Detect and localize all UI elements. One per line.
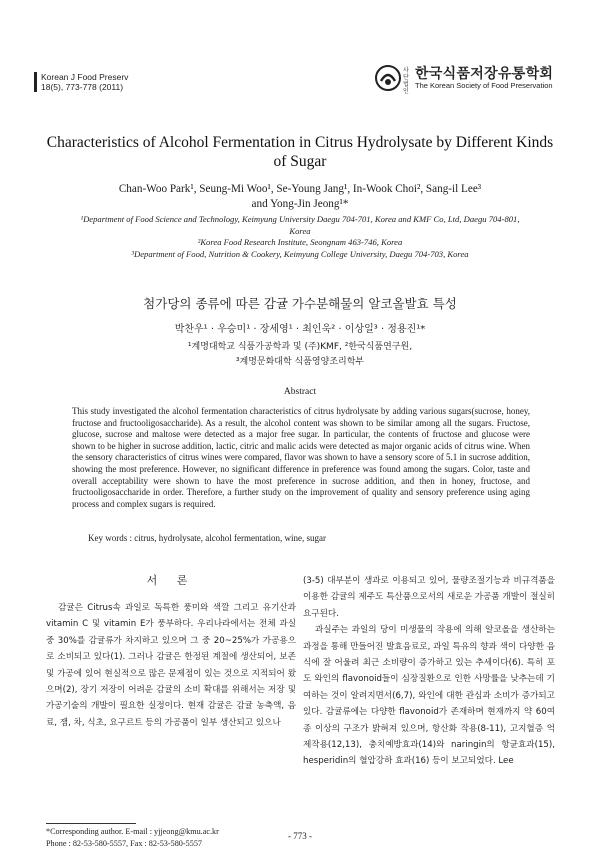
affiliation-list: [40, 214, 560, 260]
page-number: - 773 -: [288, 831, 312, 841]
society-name-korean: 한국식품저장유통학회: [415, 66, 554, 82]
affiliation: ³Department of Food, Nutrition & Cookery, Keimyung College University, Daegu 704-703, Korea: [131, 248, 469, 259]
korean-author-list: 박찬우¹ · 우승미¹ · 장세영¹ · 최인욱² · 이상일³ · 정용진¹*: [174, 324, 426, 335]
body-paragraph: 감귤은 Citrus속 과일로 독특한 풍미와 색깔 그리고 유기산과 vitamin C 및 vitamin E가 풍부하다. 우리나라에서는 전체 과실 중 30%를 감귤류가 차지하고 있으며 그 중 20~25%가 가공용으로 소비되고 있다(1). 그러나 감귤은 한정된 계절에 생산되어, 보존 및 가공에 있어 현실적으로 많은 문제점이 있는 것으로 지적되어 왔으며(2), 장기 저장이 어려운 감귤의 소비 확대를 위해서는 저장 및 가공기술의 개발이 필요한 실정이다. 현재 감귤은 감귤 농축액, 음료, 잼, 차, 식초, 요구르트 등의 가공품이 일부 생산되고 있으나: [46, 603, 296, 728]
author-line: Chan-Woo Park¹, Seung-Mi Woo¹, Se-Young Jang¹, In-Wook Choi², Sang-il Lee³: [118, 183, 482, 195]
body-column-left: [46, 600, 296, 731]
affiliation: ¹Department of Food Science and Technology, Keimyung University Daegu 704-701, Korea and KMF Co, Ltd, Daegu 704-801, Korea: [80, 214, 520, 236]
body-paragraph: 과실주는 과일의 당이 미생물의 작용에 의해 알코올을 생산하는 과정을 통해 만들어진 발효음료로, 과일 특유의 향과 색이 다양한 음식에 잘 어울려 최근 소비량이 증가하고 있는 추세이다(6). 특히 포도 와인의 flavonoid들이 심장질환으로 인한 사망률을 낮추는데 기여하는 것이 알려지면서(6,7), 와인에 대한 관심과 소비가 증가되고 있다. 감귤류에는 다양한 flavonoid가 존재하며 현재까지 약 60여종 이상의 구조가 밝혀져 있으며, 항산화 작용(8-11), 고지혈증 억제작용(12,13), 충치예방효과(14)와 naringin의 항균효과(15), hesperidin의 혈압강하 효과(16) 등이 보고되었다. Lee: [303, 625, 555, 767]
body-paragraph: (3-5) 대부분이 생과로 이용되고 있어, 물량조절기능과 비규격품을 이용한 감귤의 제주도 특산품으로서의 새로운 가공품 개발이 절실히 요구된다.: [303, 576, 555, 619]
corresponding-author-footnote: [46, 826, 306, 850]
korean-affiliation: ¹계명대학교 식품가공학과 및 (주)KMF, ²한국식품연구원,: [187, 342, 413, 352]
society-logo: [375, 63, 575, 93]
journal-volume: 18(5), 773-778 (2011): [41, 82, 124, 92]
body-column-right: [303, 573, 555, 770]
journal-name: Korean J Food Preserv: [41, 72, 129, 82]
keywords: Key words : citrus, hydrolysate, alcohol fermentation, wine, sugar: [88, 533, 326, 543]
paper-title: Characteristics of Alcohol Fermentation in Citrus Hydrolysate by Different Kinds of Sugar: [46, 134, 554, 170]
society-tag: 사단법인: [403, 67, 409, 95]
footnote-email: *Corresponding author. E-mail : yjjeong@kmu.ac.kr: [46, 827, 219, 836]
footnote-phone: Phone : 82-53-580-5557, Fax : 82-53-580-5557: [46, 839, 203, 848]
society-name-english: The Korean Society of Food Preservation: [415, 81, 553, 90]
korean-affiliation-list: [40, 340, 560, 370]
section-heading-introduction: 서 론: [146, 574, 196, 587]
footnote-divider: [46, 823, 136, 824]
korean-title: 첨가당의 종류에 따른 감귤 가수분해물의 알코올발효 특성: [143, 296, 457, 311]
author-line: and Yong-Jin Jeong¹*: [251, 198, 349, 210]
society-emblem-icon: [375, 65, 401, 91]
abstract-body: This study investigated the alcohol fermentation characteristics of citrus hydrolysate by adding various sugars(sucrose, honey, fructose and fructooligosaccharide). As a result, the alcohol content was shown to be similar among all the sugars. Fructose, glucose, sucrose and maltose were detected as a major free sugar. In particular, the contents of fructose and glucose were shown to be higher in sucrose addition, lactic, citric and malic acids were detected as major organic acids of citrus wine. When the sensory characteristics of citrus wines were compared, flavor was shown to have a sensory score of 5.1 in sucrose addition, showing the most preference. However, no significant difference in preference was found among the sugars. Color, taste and overall acceptability were shown to have the most preference in sucrose addition, and then in honey, fructose, and fructooligosaccharide in order. Therefore, a further study on the improvement of quality and sensory preference using aging process and complex sugars is required.: [72, 406, 530, 509]
korean-affiliation: ³계명문화대학 식품영양조리학부: [235, 357, 365, 367]
journal-citation: [34, 72, 128, 92]
abstract-heading: Abstract: [283, 387, 317, 397]
affiliation: ²Korea Food Research Institute, Seongnam 463-746, Korea: [197, 237, 403, 247]
author-list: [40, 182, 560, 212]
